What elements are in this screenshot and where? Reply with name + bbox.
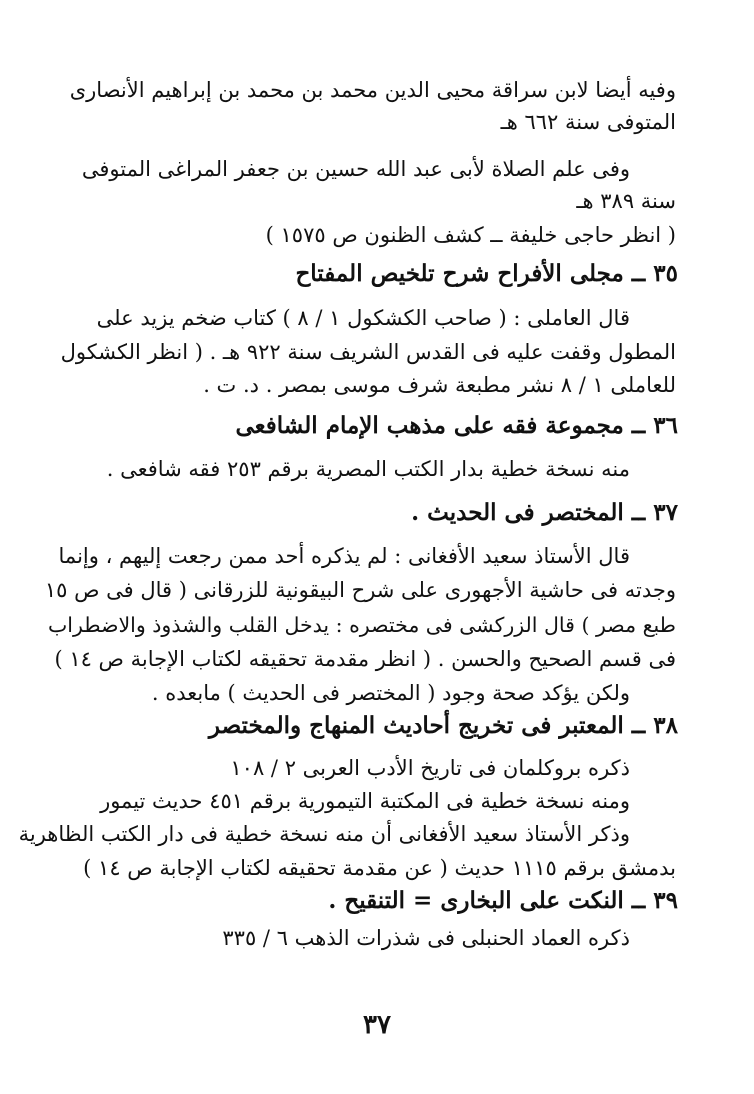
text-line: ومنه نسخة خطية فى المكتبة التيمورية برقم ٤٥١ حديث تيمور <box>100 789 630 813</box>
text-line: ذكره بروكلمان فى تاريخ الأدب العربى ٢ / ١٠٨ <box>230 756 630 780</box>
text-line: طبع مصر ) قال الزركشى فى مختصره : يدخل القلب والشذوذ والاضطراب <box>47 613 676 637</box>
text-line: وذكر الأستاذ سعيد الأفغانى أن منه نسخة خطية فى دار الكتب الظاهرية <box>18 822 630 846</box>
text-line: وجدته فى حاشية الأجهورى على شرح البيقونية للزرقانى ( قال فى ص ١٥ <box>44 578 676 602</box>
text-line: المطول وقفت عليه فى القدس الشريف سنة ٩٢٢ هـ . ( انظر الكشكول <box>60 340 676 364</box>
text-line: ( انظر حاجى خليفة ــ كشف الظنون ص ١٥٧٥ ) <box>265 223 676 247</box>
section-heading-39: ٣٩ ــ النكت على البخارى = التنقيح . <box>328 887 678 914</box>
text-line: بدمشق برقم ١١١٥ حديث ( عن مقدمة تحقيقه لكتاب الإجابة ص ١٤ ) <box>83 856 676 880</box>
text-line: قال الأستاذ سعيد الأفغانى : لم يذكره أحد ممن رجعت إليهم ، وإنما <box>58 544 630 568</box>
page-number: ٣٧ <box>363 1010 391 1040</box>
text-line: ذكره العماد الحنبلى فى شذرات الذهب ٦ / ٣٣٥ <box>222 926 630 950</box>
text-line: المتوفى سنة ٦٦٢ هـ <box>500 110 676 134</box>
section-heading-37: ٣٧ ــ المختصر فى الحديث . <box>411 499 678 526</box>
section-heading-36: ٣٦ ــ مجموعة فقه على مذهب الإمام الشافعى <box>235 412 678 439</box>
text-line: قال العاملى : ( صاحب الكشكول ١ / ٨ ) كتاب ضخم يزيد على <box>96 306 630 330</box>
section-heading-38: ٣٨ ــ المعتبر فى تخريج أحاديث المنهاج والمختصر <box>208 712 678 739</box>
text-line: وفى علم الصلاة لأبى عبد الله حسين بن جعفر المراغى المتوفى <box>81 157 630 181</box>
text-line: ولكن يؤكد صحة وجود ( المختصر فى الحديث ) مابعده . <box>151 681 630 705</box>
text-line: فى قسم الصحيح والحسن . ( انظر مقدمة تحقيقه لكتاب الإجابة ص ١٤ ) <box>54 647 676 671</box>
text-line: سنة ٣٨٩ هـ <box>576 189 676 213</box>
text-line: للعاملى ١ / ٨ نشر مطبعة شرف موسى بمصر . د. ت . <box>203 373 676 397</box>
text-line: منه نسخة خطية بدار الكتب المصرية برقم ٢٥٣ فقه شافعى . <box>106 457 630 481</box>
section-heading-35: ٣٥ ــ مجلى الأفراح شرح تلخيص المفتاح <box>295 260 678 287</box>
text-line: وفيه أيضا لابن سراقة محيى الدين محمد بن محمد بن إبراهيم الأنصارى <box>69 78 676 102</box>
